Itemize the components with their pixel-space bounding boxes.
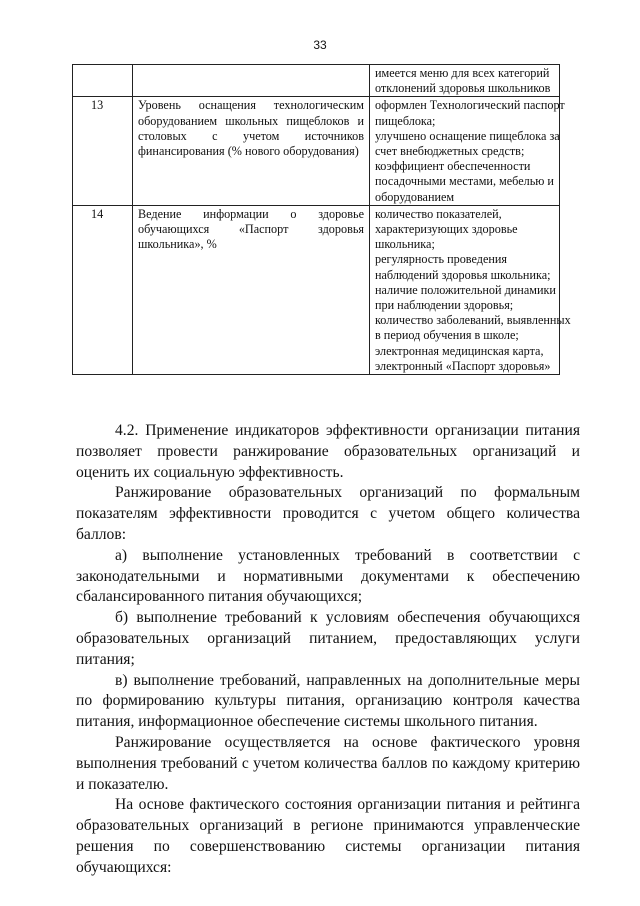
condition-line: посадочными местами, мебелью и <box>375 174 554 189</box>
condition-line: наблюдений здоровья школьника; <box>375 267 551 282</box>
condition-line: электронный «Паспорт здоровья» <box>375 358 551 373</box>
condition-line: характеризующих здоровье <box>375 222 518 237</box>
page-number: 33 <box>313 38 327 52</box>
body-paragraph: в) выполнение требований, направленных на дополнительные меры по формированию культуры питания, организацию контроля качества питания, информационное обеспечение системы школьного питания. <box>76 671 580 731</box>
condition-line: количество заболеваний, выявленных <box>375 313 571 328</box>
row-number-cell <box>73 65 133 97</box>
conditions-cell <box>370 97 565 205</box>
condition-line: счет внебюджетных средств; <box>375 144 525 159</box>
table-row <box>73 65 560 97</box>
condition-line: школьника; <box>375 237 435 252</box>
body-paragraph: б) выполнение требований к условиям обеспечения обучающихся образовательных организаций питанием, предоставляющих услуги питания; <box>76 609 580 668</box>
condition-line: коэффициент обеспеченности <box>375 159 531 174</box>
criteria-table <box>72 64 571 375</box>
row-number-cell: 13 <box>73 97 133 205</box>
row-number-cell: 14 <box>73 205 133 374</box>
body-paragraph: а) выполнение установленных требований в соответствии с законодательными и нормативными документами к обеспечению сбалансированного питания обучающихся; <box>76 546 580 606</box>
criteria-table-body <box>73 65 571 375</box>
indicator-cell <box>133 97 370 205</box>
condition-line: оформлен Технологический паспорт <box>375 98 565 113</box>
body-paragraph: Ранжирование образовательных организаций по формальным показателям эффективности проводится с учетом общего количества баллов: <box>76 484 580 543</box>
condition-line: оборудованием <box>375 189 455 204</box>
condition-line: количество показателей, <box>375 206 502 221</box>
condition-line: пищеблока; <box>375 113 436 128</box>
conditions-cell <box>370 205 571 374</box>
body-paragraph: 4.2. Применение индикаторов эффективности организации питания позволяет провести ранжирование образовательных организаций и оценить их социальную эффективность. <box>76 422 580 481</box>
condition-line: улучшено оснащение пищеблока за <box>375 128 560 143</box>
condition-line: отклонений здоровья школьников <box>375 81 551 96</box>
conditions-cell <box>370 65 560 97</box>
body-paragraph: На основе фактического состояния организации питания и рейтинга образовательных организаций в регионе принимаются управленческие решения по совершенствованию системы организации питания обучающихся: <box>76 796 580 876</box>
condition-line: наличие положительной динамики <box>375 282 556 297</box>
condition-line: электронная медицинская карта, <box>375 343 544 358</box>
table-row <box>73 97 560 205</box>
condition-line: имеется меню для всех категорий <box>375 66 550 80</box>
condition-line: в период обучения в школе; <box>375 328 519 343</box>
table-row <box>73 205 560 374</box>
indicator-cell <box>133 205 370 374</box>
body-paragraph: Ранжирование осуществляется на основе фактического уровня выполнения требований с учетом количества баллов по каждому критерию и показателю. <box>76 733 580 793</box>
body-text <box>76 421 580 879</box>
condition-line: при наблюдении здоровья; <box>375 298 514 313</box>
condition-line: регулярность проведения <box>375 252 508 267</box>
indicator-text: Ведение информации о здоровье обучающихся «Паспорт здоровья школьника», % <box>138 206 364 252</box>
indicator-cell <box>133 65 370 97</box>
indicator-text: Уровень оснащения технологическим оборудованием школьных пищеблоков и столовых с учетом источников финансирования (% нового оборудования) <box>138 98 364 159</box>
